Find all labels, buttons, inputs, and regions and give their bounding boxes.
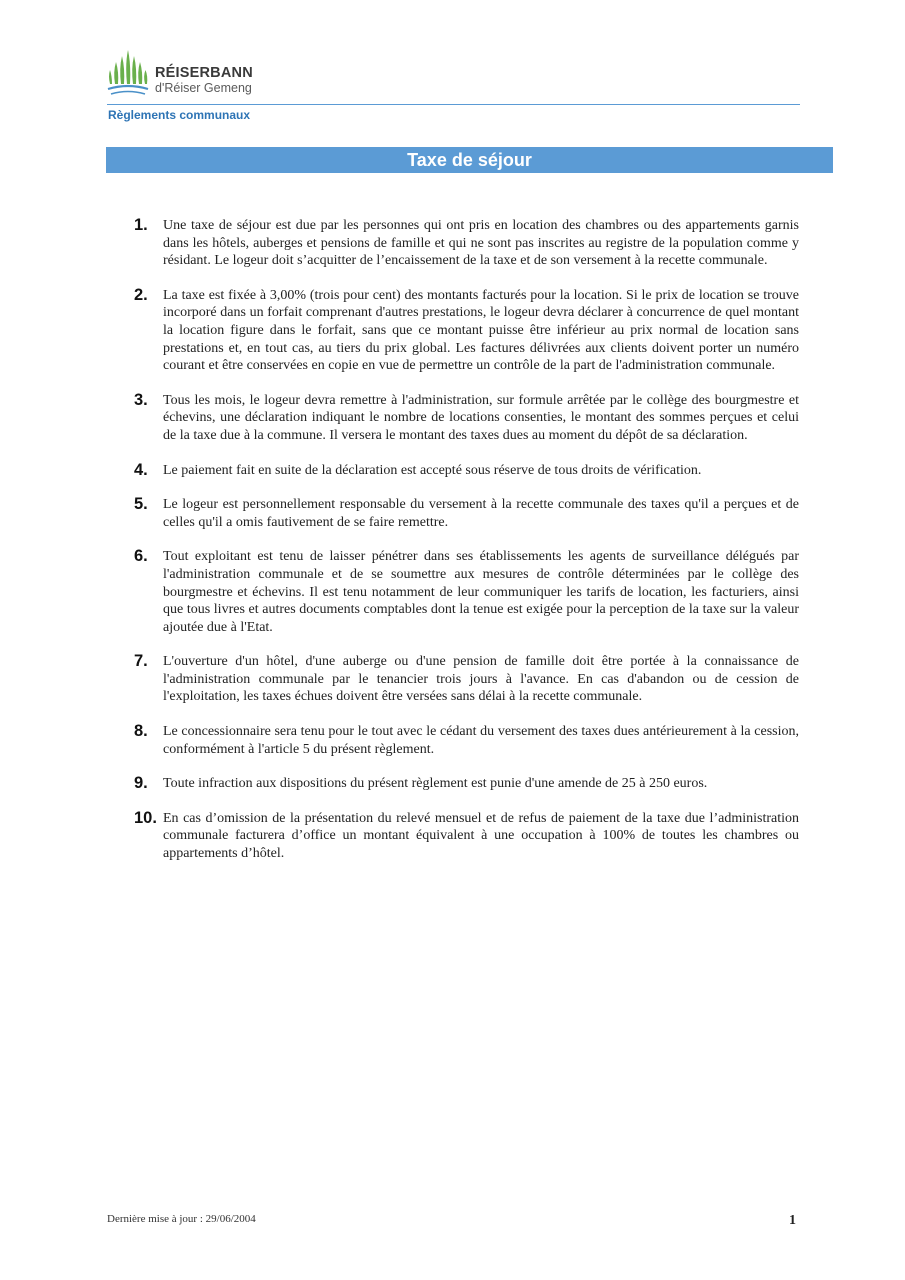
article-text: Toute infraction aux dispositions du présent règlement est punie d'une amende de 25 à 250 euros. (163, 776, 708, 792)
article-number: 3. (134, 390, 148, 409)
article-item (134, 392, 799, 445)
page-title: Taxe de séjour (106, 147, 833, 173)
article-number: 6. (134, 547, 148, 566)
article-item (134, 462, 799, 480)
article-number: 5. (134, 495, 148, 514)
article-text: En cas d’omission de la présentation du relevé mensuel et de refus de paiement de la taxe due l’administration communale facturera d’office un montant équivalent à une occupation à 100% de toutes les chambres ou appartements d’hôtel. (163, 810, 799, 862)
article-text: Le concessionnaire sera tenu pour le tout avec le cédant du versement des taxes dues antérieurement à la cession, conformément à l'article 5 du présent règlement. (163, 724, 799, 757)
article-list (134, 217, 799, 880)
section-label: Règlements communaux (108, 108, 251, 122)
stylized-trees-and-river-icon (107, 48, 149, 96)
article-number: 2. (134, 285, 148, 304)
org-logo (107, 48, 253, 96)
article-item (134, 548, 799, 636)
article-item (134, 287, 799, 375)
header-divider (107, 104, 800, 105)
article-item (134, 217, 799, 270)
article-item (134, 653, 799, 706)
article-number: 8. (134, 722, 148, 741)
article-text: L'ouverture d'un hôtel, d'une auberge ou d'une pension de famille doit être portée à la connaissance de l'administration communale par le tenancier trois jours à l'avance. En cas d'abandon ou de cession de l'exploitation, les taxes échues doivent être versées sans délai à la recette communale. (163, 654, 799, 705)
org-name: RÉISERBANN (155, 65, 253, 81)
last-update-date: Dernière mise à jour : 29/06/2004 (107, 1213, 256, 1225)
article-item (134, 723, 799, 758)
article-number: 7. (134, 652, 148, 671)
article-item (134, 496, 799, 531)
article-number: 1. (134, 216, 148, 234)
article-text: Le logeur est personnellement responsable du versement à la recette communale des taxes qu'il a perçues et de celles qu'il a omis fautivement de se faire remettre. (163, 497, 799, 530)
page-number: 1 (789, 1213, 796, 1228)
article-item (134, 775, 799, 793)
article-number: 10. (134, 808, 157, 827)
org-subtitle: d'Réiser Gemeng (155, 81, 252, 95)
article-text: Une taxe de séjour est due par les personnes qui ont pris en location des chambres ou des appartements garnis dans les hôtels, auberges et pensions de famille et qui ne sont pas inscrites au registre de la population comme y résidant. Le logeur doit s’acquitter de l’encaissement de la taxe et de son versement à la recette communale. (163, 218, 799, 269)
article-number: 4. (134, 460, 148, 479)
article-text: Le paiement fait en suite de la déclaration est accepté sous réserve de tous droits de vérification. (163, 462, 702, 478)
article-number: 9. (134, 774, 148, 793)
article-text: Tout exploitant est tenu de laisser pénétrer dans ses établissements les agents de surveillance délégués par l'administration communale et de se soumettre aux mesures de contrôle déterminées par le collège des bourgmestre et échevins. Il est tenu notamment de leur communiquer les tarifs de location, les facturiers, ainsi que tous livres et autres documents comptables dont la tenue est exigée pour la perception de la taxe sur la valeur ajoutée due à l'Etat. (163, 549, 799, 635)
article-text: La taxe est fixée à 3,00% (trois pour cent) des montants facturés pour la location. Si le prix de location se trouve incorporé dans un forfait comprenant d'autres prestations, le logeur devra déclarer à concurrence de quel montant la location figure dans le forfait, sans que ce montant puisse être inférieur au prix normal de location sans prestations et, en tout cas, au tiers du prix global. Les factures délivrées aux clients doivent porter un numéro courant et être conservées en copie en vue de permettre un contrôle de la part de l'administration communale. (163, 287, 799, 374)
article-text: Tous les mois, le logeur devra remettre à l'administration, sur formule arrêtée par le collège des bourgmestre et échevins, une déclaration indiquant le nombre de locations consenties, le montant des sommes perçues et celui de la taxe due à la commune. Il versera le montant des taxes dues au moment du dépôt de sa déclaration. (163, 392, 799, 443)
article-item (134, 810, 799, 863)
